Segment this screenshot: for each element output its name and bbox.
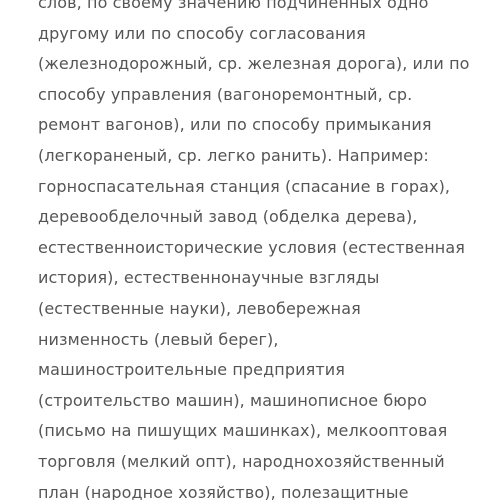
paragraph — [38, 0, 478, 500]
text-line: (железнодорожный, ср. железная дорога), или по — [38, 54, 470, 74]
text-line: горноспасательная станция (спасание в горах), — [38, 176, 451, 196]
text-line: план (народное хозяйство), полезащитные — [38, 482, 409, 500]
text-line: (письмо на пишущих машинках), мелкооптовая — [38, 421, 448, 441]
text-line: машиностроительные предприятия — [38, 360, 345, 380]
text-line: (естественные науки), левобережная — [38, 298, 361, 318]
text-line: ремонт вагонов), или по способу примыкания — [38, 115, 432, 135]
text-line: другому или по способу согласования — [38, 23, 366, 43]
text-line: деревообделочный завод (обделка дерева), — [38, 207, 418, 227]
text-line: торговля (мелкий опт), народнохозяйственный — [38, 451, 445, 471]
text-line: естественноисторические условия (естественная — [38, 237, 465, 257]
text-line: способу управления (вагоноремонтный, ср. — [38, 84, 413, 104]
text-line: слов, по своему значению подчиненных одно — [38, 0, 429, 12]
text-line: (строительство машин), машинописное бюро — [38, 390, 428, 410]
text-line: низменность (левый берег), — [38, 329, 279, 349]
text-line: история), естественнонаучные взгляды — [38, 268, 380, 288]
text-line: (легкораненый, ср. легко ранить). Например: — [38, 145, 429, 165]
